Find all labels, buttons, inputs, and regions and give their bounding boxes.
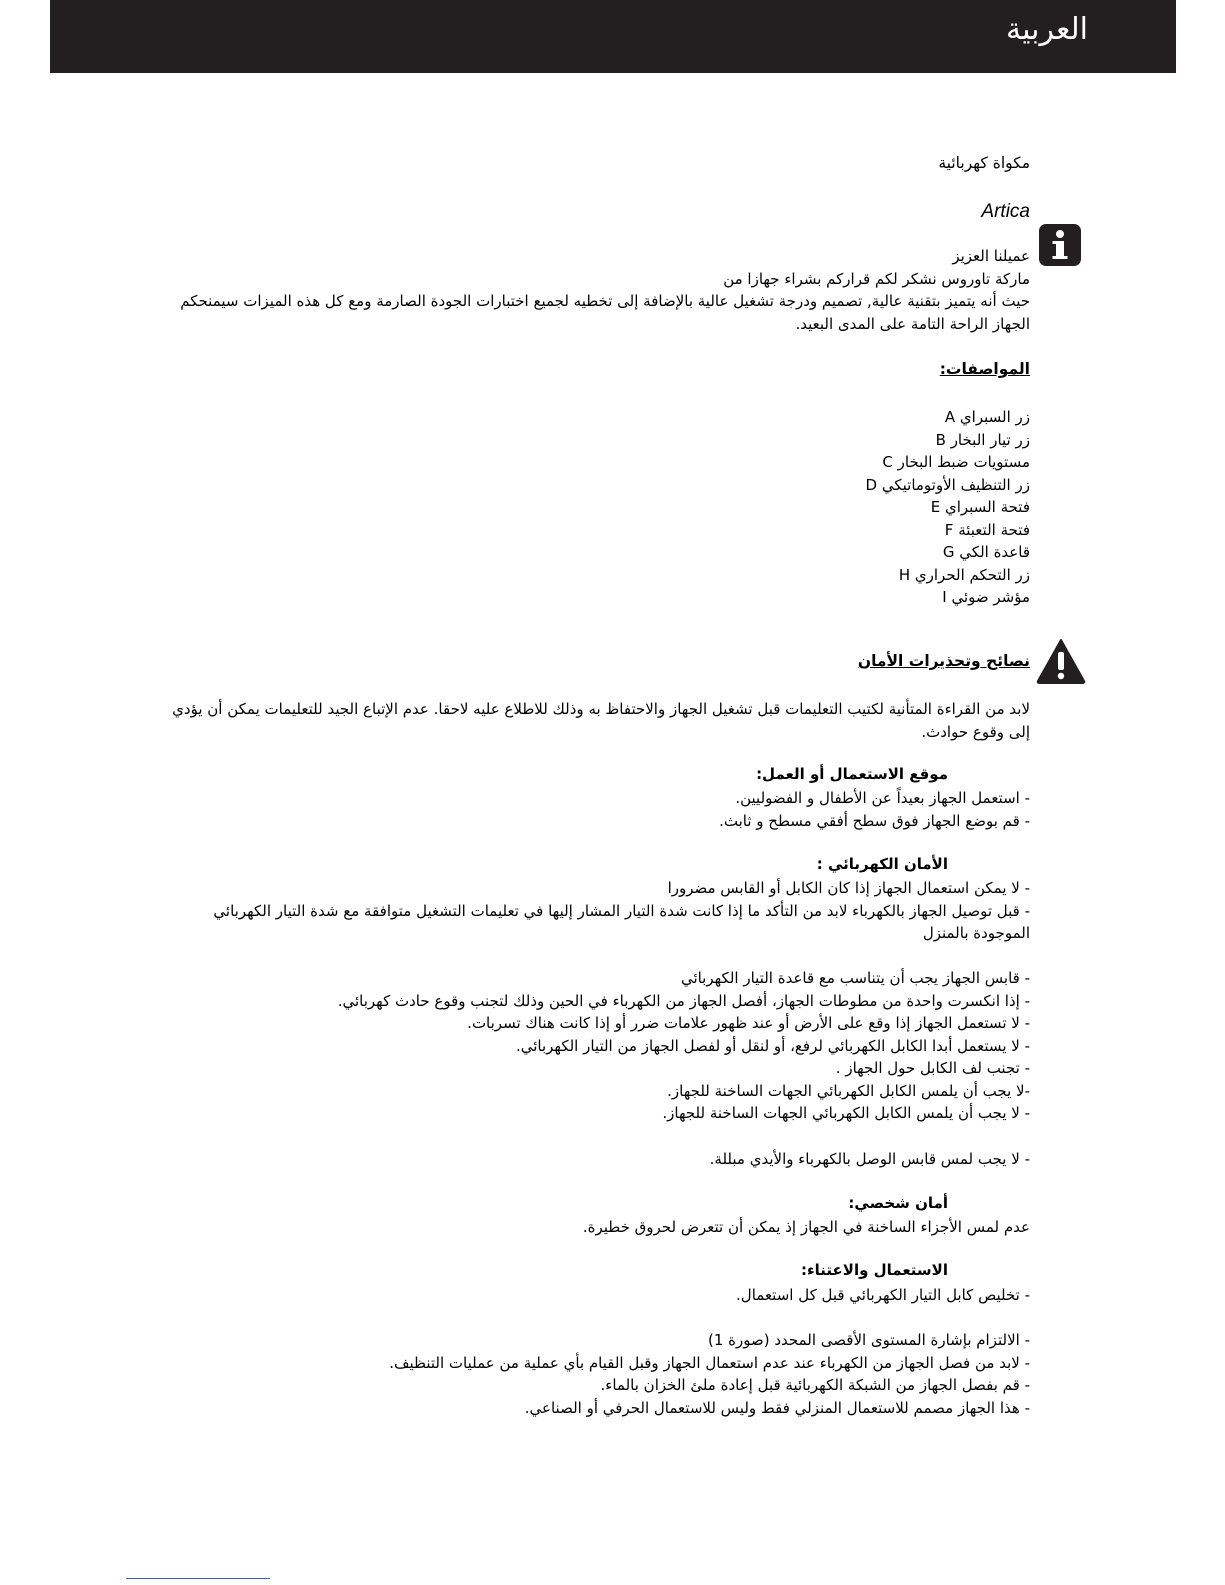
list-item: - تجنب لف الكابل حول الجهاز .: [835, 1059, 1030, 1077]
list-item: -لا يجب أن يلمس الكابل الكهربائي الجهات الساخنة للجهاز.: [667, 1081, 1030, 1100]
list-item: مستويات ضبط البخار C: [882, 453, 1030, 471]
electrical-heading: الأمان الكهربائي :: [816, 855, 948, 873]
paragraph-line: إلى وقوع حوادث.: [921, 722, 1030, 741]
list-item: فتحة السبراي E: [930, 498, 1030, 516]
work-area-list: [130, 787, 1030, 832]
electrical-list-2: [130, 967, 1030, 1125]
list-item: قاعدة الكي G: [942, 543, 1030, 561]
work-area-heading: موقع الاستعمال أو العمل:: [756, 765, 948, 783]
list-item: - الالتزام بإشارة المستوى الأقصى المحدد (صورة 1): [707, 1331, 1030, 1349]
list-item: مؤشر ضوئي I: [942, 588, 1030, 606]
specs-heading: المواصفات:: [939, 360, 1030, 378]
safety-heading: نصائح وتحذيرات الأمان: [857, 652, 1030, 670]
use-care-list: [130, 1284, 1030, 1307]
list-item: زر السبراي A: [944, 408, 1030, 426]
list-item: - قبل توصيل الجهاز بالكهرباء لابد من التأكد ما إذا كانت شدة التيار المشار إليها في تعليمات التشغيل متوافقة مع شدة التيار الكهربائي: [213, 901, 1030, 920]
list-item: زر التحكم الحراري H: [898, 565, 1030, 584]
electrical-list: [130, 877, 1030, 945]
list-item: الموجودة بالمنزل: [922, 924, 1030, 942]
list-item: - لابد من فصل الجهاز من الكهرباء عند عدم استعمال الجهاز وقبل القيام بأي عملية من عمليات التنظيف.: [389, 1353, 1030, 1372]
intro-line: عميلنا العزيز: [952, 247, 1030, 265]
list-item: زر تيار البخار B: [935, 430, 1030, 449]
header-bar: [50, 0, 1176, 73]
brand-name: Artica: [981, 201, 1030, 222]
personal-heading: أمان شخصي:: [848, 1194, 948, 1212]
intro-line: الجهاز الراحة التامة على المدى البعيد.: [795, 314, 1030, 333]
paragraph-line: عدم لمس الأجزاء الساخنة في الجهاز إذ يمكن أن تتعرض لحروق خطيرة.: [582, 1218, 1030, 1236]
list-item: زر التنظيف الأوتوماتيكي D: [865, 475, 1030, 494]
list-item: - استعمل الجهاز بعيداً عن الأطفال و الفضوليين.: [735, 789, 1030, 807]
list-item: - لا يستعمل أبدا الكابل الكهربائي لرفع، أو لنقل أو لفصل الجهاز من التيار الكهربائي.: [515, 1036, 1030, 1055]
warning-icon: [1036, 638, 1086, 684]
paragraph-line: لابد من القراءة المتأنية لكتيب التعليمات قبل تشغيل الجهاز والاحتفاظ به وذلك للاطلاع عليه لاحقا. عدم الإتباع الجيد للتعليمات يمكن أن يؤدي: [172, 700, 1030, 718]
intro-paragraph: [130, 245, 1030, 335]
intro-line: ماركة تاوروس نشكر لكم قراركم بشراء جهازا من: [723, 269, 1030, 288]
list-item: - لا يمكن استعمال الجهاز إذا كان الكابل أو القابس مضرورا: [667, 879, 1030, 897]
list-item: فتحة التعبئة F: [944, 520, 1030, 539]
list-item: - قم بوضع الجهاز فوق سطح أفقي مسطح و ثابث.: [719, 811, 1030, 830]
list-item: - إذا انكسرت واحدة من مطوطات الجهاز، أفصل الجهاز من الكهرباء في الحين وذلك لتجنب وقوع حادث كهربائي.: [337, 991, 1030, 1010]
info-icon: [1039, 224, 1081, 266]
list-item: - هذا الجهاز مصمم للاستعمال المنزلي فقط وليس للاستعمال الحرفي أو الصناعي.: [524, 1398, 1030, 1417]
use-care-heading: الاستعمال والاعتناء:: [800, 1261, 948, 1279]
footer-rule: [126, 1578, 270, 1579]
list-item: - لا تستعمل الجهاز إذا وقع على الأرض أو عند ظهور علامات ضرر أو إذا كانت هناك تسربات.: [467, 1014, 1030, 1032]
safety-intro: [130, 698, 1030, 743]
product-type: مكواة كهربائية: [938, 154, 1030, 172]
personal-text-block: [130, 1216, 1030, 1239]
list-item: - لا يجب لمس قابس الوصل بالكهرباء والأيدي مبللة.: [709, 1150, 1030, 1168]
electrical-list-3: [130, 1148, 1030, 1171]
intro-line: حيث أنه يتميز بتقنية عالية, تصميم ودرجة تشغيل عالية بالإضافة إلى تخطيه لجميع اختبارات الجودة الصارمة ومع كل هذه الميزات سيمنحكم: [180, 292, 1030, 310]
list-item: - تخليص كابل التيار الكهربائي قبل كل استعمال.: [736, 1286, 1030, 1304]
use-care-list-2: [130, 1329, 1030, 1419]
language-title: العربية: [1006, 12, 1088, 47]
list-item: - لا يجب أن يلمس الكابل الكهربائي الجهات الساخنة للجهاز.: [662, 1104, 1030, 1122]
specs-list: [130, 406, 1030, 609]
list-item: - قم بفصل الجهاز من الشبكة الكهربائية قبل إعادة ملئ الخزان بالماء.: [600, 1376, 1030, 1394]
list-item: - قابس الجهاز يجب أن يتناسب مع قاعدة التيار الكهربائي: [680, 969, 1030, 987]
